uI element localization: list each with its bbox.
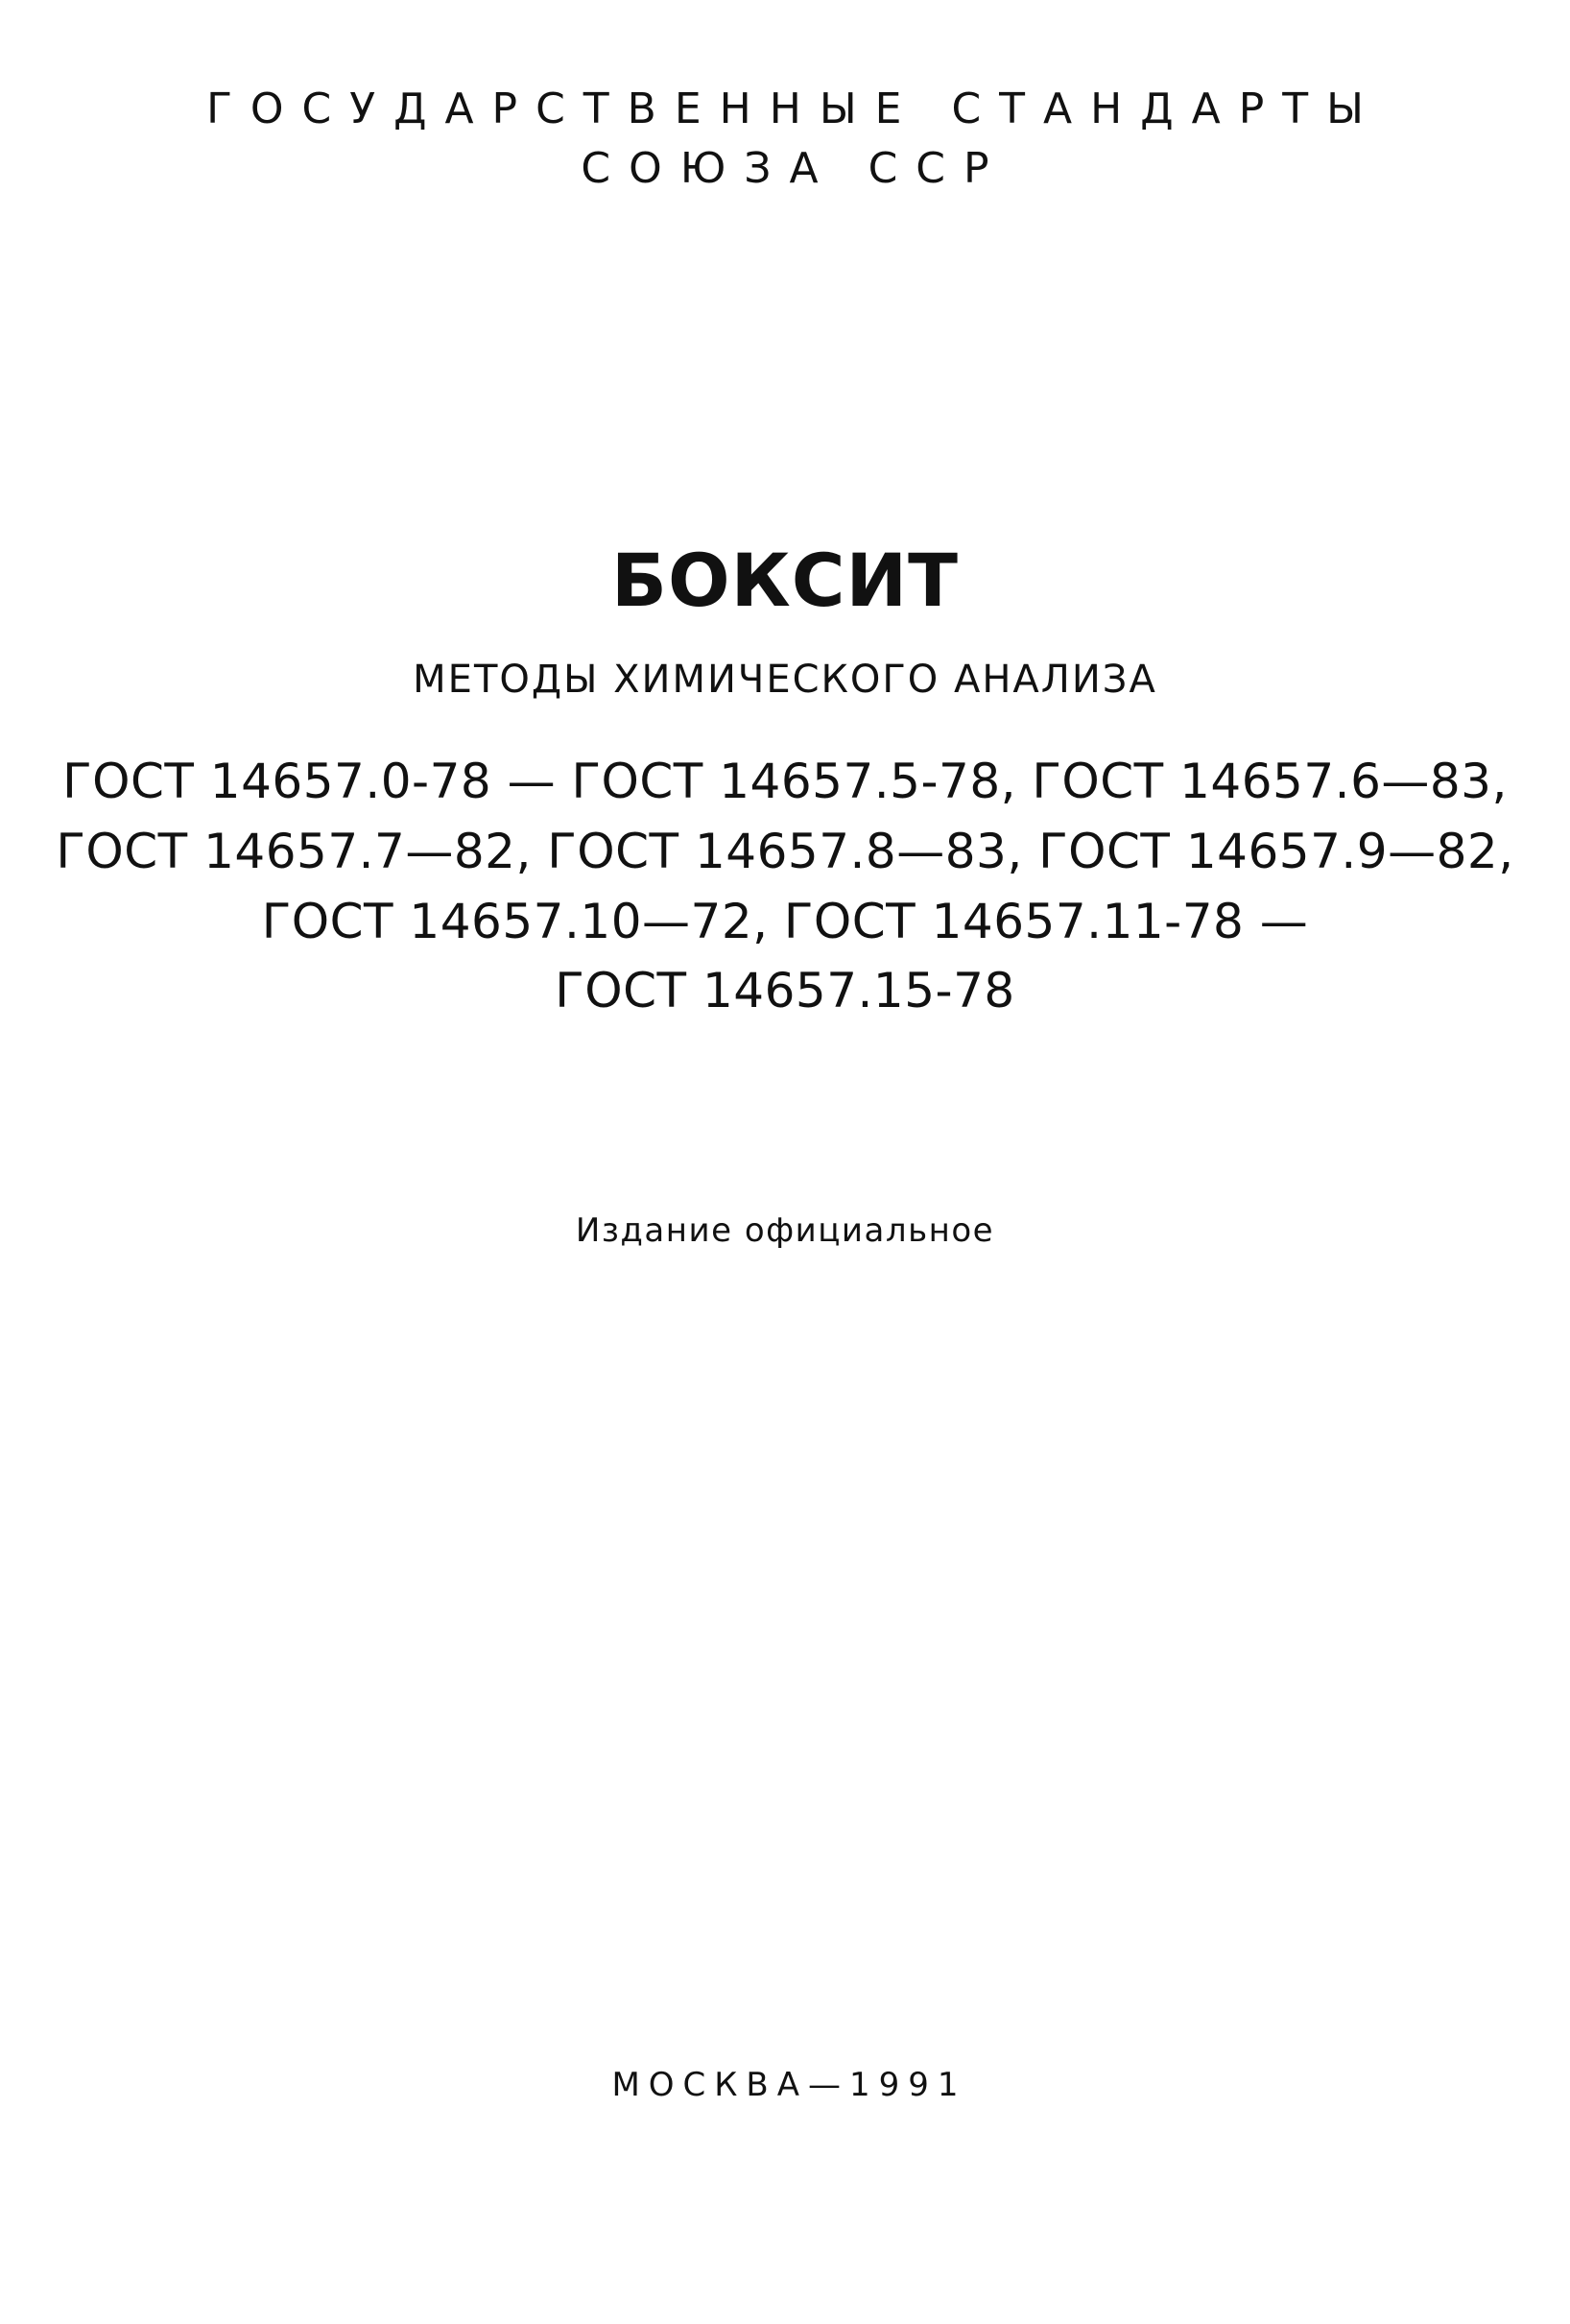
header-line-state-standards: ГОСУДАРСТВЕННЫЕ СТАНДАРТЫ <box>206 84 1382 133</box>
edition-note: Издание официальное <box>575 1211 995 1250</box>
standards-line-4: ГОСТ 14657.15-78 <box>555 963 1015 1018</box>
standards-line-2: ГОСТ 14657.7—82, ГОСТ 14657.8—83, ГОСТ 14657.9—82, <box>56 824 1514 879</box>
document-title: БОКСИТ <box>611 538 959 623</box>
document-subtitle: МЕТОДЫ ХИМИЧЕСКОГО АНАЛИЗА <box>413 658 1157 702</box>
publication-place-year: МОСКВА—1991 <box>611 2066 967 2104</box>
standards-line-1: ГОСТ 14657.0-78 — ГОСТ 14657.5-78, ГОСТ 14657.6—83, <box>62 754 1508 809</box>
standards-line-3: ГОСТ 14657.10—72, ГОСТ 14657.11-78 — <box>261 894 1309 949</box>
header-line-ussr: СОЮЗА ССР <box>581 144 1008 193</box>
